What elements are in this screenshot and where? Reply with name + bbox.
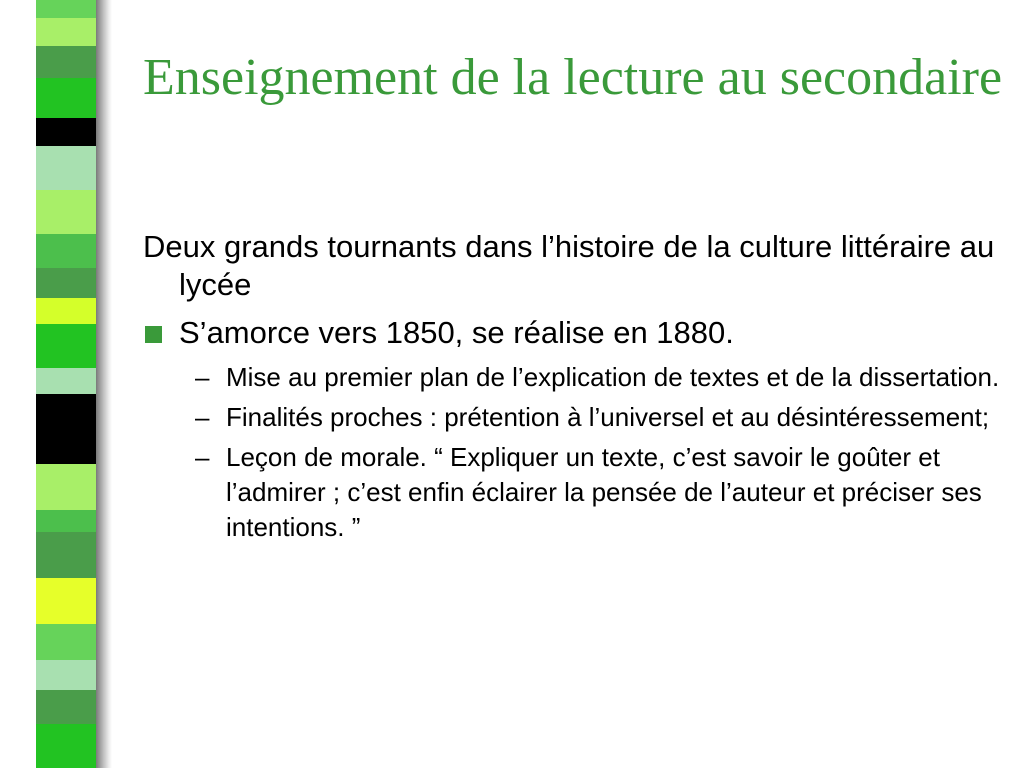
stripe-segment xyxy=(36,324,96,368)
slide-body xyxy=(143,228,1003,550)
stripe-segment xyxy=(36,78,96,118)
stripe-segment xyxy=(36,18,96,46)
intro-paragraph: Deux grands tournants dans l’histoire de la culture littéraire au lycée xyxy=(143,229,995,302)
stripe-segment xyxy=(36,190,96,234)
sub-item-text: Finalités proches : prétention à l’universel et au désintéressement; xyxy=(226,402,990,432)
stripe-segment xyxy=(36,532,96,578)
stripe-segment xyxy=(36,464,96,510)
stripe-segment xyxy=(36,368,96,394)
stripe-segment xyxy=(36,234,96,268)
dash-bullet-icon: – xyxy=(195,362,210,392)
stripe-segment xyxy=(36,394,96,464)
stripe-segment xyxy=(36,690,96,724)
stripe-shadow xyxy=(96,0,112,768)
stripe-segment xyxy=(36,660,96,690)
stripe-segment xyxy=(36,118,96,146)
stripe-segment xyxy=(36,724,96,768)
decorative-stripe-band xyxy=(0,0,112,768)
stripe-segment xyxy=(36,624,96,660)
stripe-segment xyxy=(36,510,96,532)
stripe-segment xyxy=(36,46,96,78)
stripe-segment xyxy=(36,298,96,324)
sub-item-text: Leçon de morale. “ Expliquer un texte, c’est savoir le goûter et l’admirer ; c’est enfin éclairer la pensée de l’auteur et préciser ses intentions. ” xyxy=(226,442,982,542)
dash-bullet-icon: – xyxy=(195,442,210,472)
sub-item-text: Mise au premier plan de l’explication de textes et de la dissertation. xyxy=(226,362,1000,392)
sub-item xyxy=(143,360,1003,395)
stripe-segment xyxy=(36,146,96,190)
stripe-segment xyxy=(36,268,96,298)
bullet-text: S’amorce vers 1850, se réalise en 1880. xyxy=(179,315,734,350)
slide-title: Enseignement de la lecture au secondaire xyxy=(143,49,1003,106)
sub-item xyxy=(143,440,1003,545)
stripe-segment xyxy=(36,0,96,18)
dash-bullet-icon: – xyxy=(195,402,210,432)
stripe-band-margin xyxy=(0,0,36,768)
square-bullet-icon xyxy=(145,326,162,343)
sub-item xyxy=(143,400,1003,435)
stripe-segment xyxy=(36,578,96,624)
stripe-strip xyxy=(36,0,96,768)
bullet-item xyxy=(143,314,1003,352)
